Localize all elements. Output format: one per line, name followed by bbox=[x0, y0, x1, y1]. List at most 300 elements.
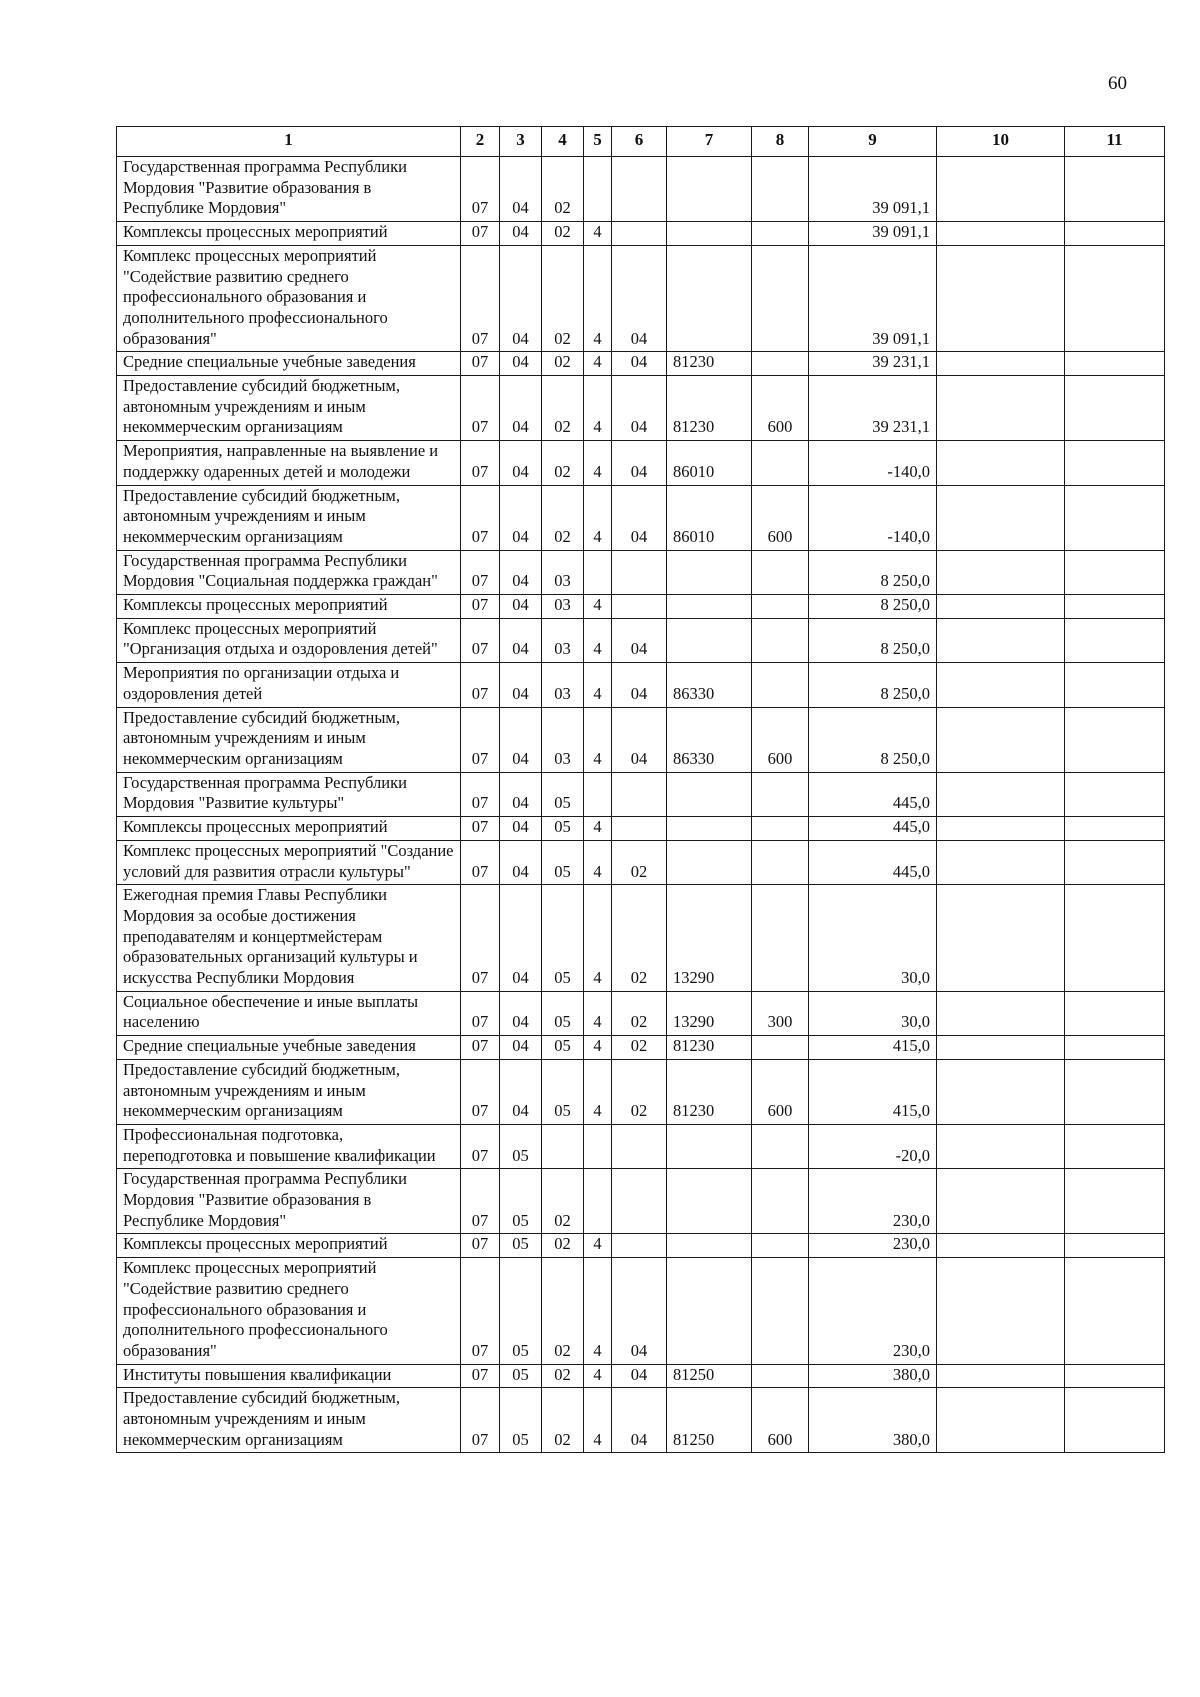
table-row bbox=[117, 1234, 1165, 1258]
complex-code-cell: 04 bbox=[612, 1258, 667, 1365]
row-name-cell: Предоставление субсидий бюджетным, автономным учреждениям и иным некоммерческим организациям bbox=[117, 707, 461, 772]
expense-type-cell bbox=[752, 817, 809, 841]
row-name-cell: Средние специальные учебные заведения bbox=[117, 352, 461, 376]
table-row bbox=[117, 618, 1165, 662]
section-code-cell: 07 bbox=[461, 485, 500, 550]
program-code-cell: 03 bbox=[542, 595, 584, 619]
row-name-cell: Мероприятия по организации отдыха и оздоровления детей bbox=[117, 663, 461, 707]
amount-cell: 445,0 bbox=[809, 840, 937, 884]
target-article-cell bbox=[667, 157, 752, 222]
complex-code-cell: 04 bbox=[612, 245, 667, 352]
complex-code-cell: 04 bbox=[612, 441, 667, 485]
row-name-cell: Государственная программа Республики Мордовия "Развитие образования в Республике Мордовия" bbox=[117, 1169, 461, 1234]
expense-type-cell bbox=[752, 595, 809, 619]
table-row bbox=[117, 441, 1165, 485]
program-code-cell: 02 bbox=[542, 441, 584, 485]
expense-type-cell: 600 bbox=[752, 707, 809, 772]
row-name-cell: Комплексы процессных мероприятий bbox=[117, 817, 461, 841]
table-row bbox=[117, 840, 1165, 884]
table-row bbox=[117, 157, 1165, 222]
row-name-cell: Предоставление субсидий бюджетным, автономным учреждениям и иным некоммерческим организациям bbox=[117, 1388, 461, 1453]
program-code-cell: 02 bbox=[542, 1234, 584, 1258]
amount-col10-cell bbox=[937, 663, 1065, 707]
program-code-cell: 05 bbox=[542, 1036, 584, 1060]
row-name-cell: Комплекс процессных мероприятий "Создание условий для развития отрасли культуры" bbox=[117, 840, 461, 884]
amount-col10-cell bbox=[937, 772, 1065, 816]
program-code-cell: 05 bbox=[542, 1059, 584, 1124]
amount-col10-cell bbox=[937, 618, 1065, 662]
section-code-cell: 07 bbox=[461, 817, 500, 841]
amount-col11-cell bbox=[1065, 352, 1165, 376]
amount-col11-cell bbox=[1065, 245, 1165, 352]
amount-col11-cell bbox=[1065, 663, 1165, 707]
section-code-cell: 07 bbox=[461, 352, 500, 376]
program-code-cell: 02 bbox=[542, 1388, 584, 1453]
row-name-cell: Ежегодная премия Главы Республики Мордовия за особые достижения преподавателям и концертмейстерам образовательных организаций культуры и искусства Республики Мордовия bbox=[117, 885, 461, 992]
table-row bbox=[117, 1258, 1165, 1365]
target-article-cell: 81250 bbox=[667, 1364, 752, 1388]
subsection-code-cell: 04 bbox=[500, 550, 542, 594]
expense-type-cell: 600 bbox=[752, 376, 809, 441]
table-row bbox=[117, 1388, 1165, 1453]
program-code-cell: 02 bbox=[542, 485, 584, 550]
target-article-cell: 81230 bbox=[667, 1059, 752, 1124]
subsection-code-cell: 04 bbox=[500, 840, 542, 884]
subprogram-code-cell: 4 bbox=[584, 376, 612, 441]
subsection-code-cell: 04 bbox=[500, 245, 542, 352]
subprogram-code-cell: 4 bbox=[584, 245, 612, 352]
amount-col11-cell bbox=[1065, 485, 1165, 550]
amount-col10-cell bbox=[937, 376, 1065, 441]
target-article-cell bbox=[667, 618, 752, 662]
subprogram-code-cell: 4 bbox=[584, 485, 612, 550]
program-code-cell: 02 bbox=[542, 352, 584, 376]
section-code-cell: 07 bbox=[461, 550, 500, 594]
table-row bbox=[117, 376, 1165, 441]
section-code-cell: 07 bbox=[461, 1388, 500, 1453]
subsection-code-cell: 05 bbox=[500, 1124, 542, 1168]
target-article-cell bbox=[667, 840, 752, 884]
expense-type-cell bbox=[752, 245, 809, 352]
amount-cell: 8 250,0 bbox=[809, 595, 937, 619]
table-row bbox=[117, 550, 1165, 594]
program-code-cell: 03 bbox=[542, 550, 584, 594]
section-code-cell: 07 bbox=[461, 1234, 500, 1258]
amount-col10-cell bbox=[937, 1036, 1065, 1060]
amount-cell: 8 250,0 bbox=[809, 707, 937, 772]
amount-col10-cell bbox=[937, 707, 1065, 772]
subsection-code-cell: 04 bbox=[500, 1036, 542, 1060]
section-code-cell: 07 bbox=[461, 376, 500, 441]
table-row bbox=[117, 1124, 1165, 1168]
column-header: 3 bbox=[500, 127, 542, 157]
expense-type-cell bbox=[752, 157, 809, 222]
amount-col11-cell bbox=[1065, 1388, 1165, 1453]
section-code-cell: 07 bbox=[461, 1169, 500, 1234]
program-code-cell: 05 bbox=[542, 885, 584, 992]
column-header: 5 bbox=[584, 127, 612, 157]
program-code-cell bbox=[542, 1124, 584, 1168]
complex-code-cell: 02 bbox=[612, 991, 667, 1035]
subprogram-code-cell: 4 bbox=[584, 1059, 612, 1124]
table-row bbox=[117, 1036, 1165, 1060]
target-article-cell: 13290 bbox=[667, 991, 752, 1035]
subprogram-code-cell: 4 bbox=[584, 222, 612, 246]
amount-col11-cell bbox=[1065, 1169, 1165, 1234]
amount-cell: 39 091,1 bbox=[809, 157, 937, 222]
subprogram-code-cell bbox=[584, 1124, 612, 1168]
amount-col11-cell bbox=[1065, 441, 1165, 485]
expense-type-cell bbox=[752, 663, 809, 707]
expense-type-cell bbox=[752, 1364, 809, 1388]
program-code-cell: 02 bbox=[542, 376, 584, 441]
complex-code-cell: 04 bbox=[612, 707, 667, 772]
amount-cell: 30,0 bbox=[809, 991, 937, 1035]
section-code-cell: 07 bbox=[461, 618, 500, 662]
target-article-cell bbox=[667, 1234, 752, 1258]
complex-code-cell bbox=[612, 1124, 667, 1168]
program-code-cell: 02 bbox=[542, 1258, 584, 1365]
section-code-cell: 07 bbox=[461, 1036, 500, 1060]
amount-col11-cell bbox=[1065, 1234, 1165, 1258]
row-name-cell: Комплекс процессных мероприятий "Содействие развитию среднего профессионального образования и дополнительного профессионального образования" bbox=[117, 245, 461, 352]
table-row bbox=[117, 1059, 1165, 1124]
complex-code-cell bbox=[612, 772, 667, 816]
target-article-cell: 86010 bbox=[667, 441, 752, 485]
subsection-code-cell: 05 bbox=[500, 1364, 542, 1388]
amount-col11-cell bbox=[1065, 772, 1165, 816]
table-row bbox=[117, 485, 1165, 550]
column-header: 2 bbox=[461, 127, 500, 157]
column-header: 10 bbox=[937, 127, 1065, 157]
amount-col10-cell bbox=[937, 991, 1065, 1035]
subprogram-code-cell: 4 bbox=[584, 618, 612, 662]
amount-col11-cell bbox=[1065, 1258, 1165, 1365]
subprogram-code-cell: 4 bbox=[584, 595, 612, 619]
amount-cell: 415,0 bbox=[809, 1036, 937, 1060]
amount-cell: 8 250,0 bbox=[809, 663, 937, 707]
table-row bbox=[117, 991, 1165, 1035]
subprogram-code-cell: 4 bbox=[584, 1364, 612, 1388]
page-number: 60 bbox=[1108, 73, 1127, 94]
section-code-cell: 07 bbox=[461, 772, 500, 816]
subprogram-code-cell bbox=[584, 772, 612, 816]
target-article-cell: 13290 bbox=[667, 885, 752, 992]
amount-col11-cell bbox=[1065, 1036, 1165, 1060]
amount-col11-cell bbox=[1065, 1059, 1165, 1124]
subsection-code-cell: 05 bbox=[500, 1234, 542, 1258]
row-name-cell: Комплекс процессных мероприятий "Содействие развитию среднего профессионального образования и дополнительного профессионального образования" bbox=[117, 1258, 461, 1365]
target-article-cell: 86010 bbox=[667, 485, 752, 550]
expense-type-cell: 600 bbox=[752, 1388, 809, 1453]
section-code-cell: 07 bbox=[461, 157, 500, 222]
amount-col11-cell bbox=[1065, 550, 1165, 594]
amount-cell: 230,0 bbox=[809, 1169, 937, 1234]
target-article-cell: 86330 bbox=[667, 663, 752, 707]
subprogram-code-cell: 4 bbox=[584, 885, 612, 992]
amount-col11-cell bbox=[1065, 707, 1165, 772]
row-name-cell: Предоставление субсидий бюджетным, автономным учреждениям и иным некоммерческим организациям bbox=[117, 1059, 461, 1124]
amount-col11-cell bbox=[1065, 1124, 1165, 1168]
budget-table bbox=[116, 126, 1165, 1453]
table-row bbox=[117, 885, 1165, 992]
header-row bbox=[117, 127, 1165, 157]
target-article-cell bbox=[667, 772, 752, 816]
amount-col10-cell bbox=[937, 485, 1065, 550]
expense-type-cell bbox=[752, 550, 809, 594]
target-article-cell bbox=[667, 245, 752, 352]
program-code-cell: 02 bbox=[542, 222, 584, 246]
expense-type-cell bbox=[752, 222, 809, 246]
amount-col10-cell bbox=[937, 1124, 1065, 1168]
subsection-code-cell: 04 bbox=[500, 352, 542, 376]
table-row bbox=[117, 817, 1165, 841]
subsection-code-cell: 04 bbox=[500, 991, 542, 1035]
expense-type-cell bbox=[752, 1258, 809, 1365]
program-code-cell: 02 bbox=[542, 1169, 584, 1234]
complex-code-cell: 04 bbox=[612, 1364, 667, 1388]
complex-code-cell: 04 bbox=[612, 376, 667, 441]
column-header: 8 bbox=[752, 127, 809, 157]
amount-cell: -140,0 bbox=[809, 485, 937, 550]
table-body bbox=[117, 157, 1165, 1453]
amount-cell: 380,0 bbox=[809, 1388, 937, 1453]
subsection-code-cell: 04 bbox=[500, 222, 542, 246]
complex-code-cell bbox=[612, 595, 667, 619]
amount-col10-cell bbox=[937, 550, 1065, 594]
amount-col11-cell bbox=[1065, 885, 1165, 992]
row-name-cell: Комплексы процессных мероприятий bbox=[117, 222, 461, 246]
complex-code-cell bbox=[612, 222, 667, 246]
expense-type-cell bbox=[752, 352, 809, 376]
column-header: 7 bbox=[667, 127, 752, 157]
subprogram-code-cell: 4 bbox=[584, 663, 612, 707]
amount-cell: 39 091,1 bbox=[809, 245, 937, 352]
amount-cell: 415,0 bbox=[809, 1059, 937, 1124]
target-article-cell: 81250 bbox=[667, 1388, 752, 1453]
section-code-cell: 07 bbox=[461, 1059, 500, 1124]
amount-col11-cell bbox=[1065, 595, 1165, 619]
section-code-cell: 07 bbox=[461, 707, 500, 772]
subprogram-code-cell: 4 bbox=[584, 441, 612, 485]
column-header: 6 bbox=[612, 127, 667, 157]
program-code-cell: 02 bbox=[542, 1364, 584, 1388]
target-article-cell bbox=[667, 222, 752, 246]
target-article-cell: 81230 bbox=[667, 352, 752, 376]
target-article-cell bbox=[667, 595, 752, 619]
amount-col10-cell bbox=[937, 840, 1065, 884]
complex-code-cell bbox=[612, 817, 667, 841]
section-code-cell: 07 bbox=[461, 441, 500, 485]
program-code-cell: 05 bbox=[542, 991, 584, 1035]
row-name-cell: Комплексы процессных мероприятий bbox=[117, 1234, 461, 1258]
subsection-code-cell: 04 bbox=[500, 595, 542, 619]
target-article-cell: 81230 bbox=[667, 376, 752, 441]
subsection-code-cell: 04 bbox=[500, 707, 542, 772]
program-code-cell: 03 bbox=[542, 663, 584, 707]
amount-cell: 445,0 bbox=[809, 772, 937, 816]
row-name-cell: Государственная программа Республики Мордовия "Развитие образования в Республике Мордовия" bbox=[117, 157, 461, 222]
subsection-code-cell: 04 bbox=[500, 772, 542, 816]
expense-type-cell bbox=[752, 1124, 809, 1168]
expense-type-cell: 600 bbox=[752, 1059, 809, 1124]
complex-code-cell: 02 bbox=[612, 1036, 667, 1060]
complex-code-cell bbox=[612, 157, 667, 222]
section-code-cell: 07 bbox=[461, 663, 500, 707]
target-article-cell: 86330 bbox=[667, 707, 752, 772]
program-code-cell: 05 bbox=[542, 840, 584, 884]
amount-cell: -20,0 bbox=[809, 1124, 937, 1168]
section-code-cell: 07 bbox=[461, 222, 500, 246]
amount-col10-cell bbox=[937, 441, 1065, 485]
amount-col10-cell bbox=[937, 595, 1065, 619]
subprogram-code-cell bbox=[584, 157, 612, 222]
program-code-cell: 05 bbox=[542, 817, 584, 841]
column-header: 4 bbox=[542, 127, 584, 157]
complex-code-cell: 02 bbox=[612, 1059, 667, 1124]
amount-cell: 445,0 bbox=[809, 817, 937, 841]
subsection-code-cell: 04 bbox=[500, 817, 542, 841]
expense-type-cell bbox=[752, 840, 809, 884]
amount-col10-cell bbox=[937, 1169, 1065, 1234]
subsection-code-cell: 05 bbox=[500, 1388, 542, 1453]
complex-code-cell: 04 bbox=[612, 485, 667, 550]
amount-cell: 8 250,0 bbox=[809, 550, 937, 594]
program-code-cell: 03 bbox=[542, 707, 584, 772]
amount-cell: 39 091,1 bbox=[809, 222, 937, 246]
amount-col10-cell bbox=[937, 222, 1065, 246]
target-article-cell bbox=[667, 1258, 752, 1365]
table-row bbox=[117, 1364, 1165, 1388]
table-row bbox=[117, 222, 1165, 246]
subsection-code-cell: 05 bbox=[500, 1169, 542, 1234]
expense-type-cell bbox=[752, 1169, 809, 1234]
table-row bbox=[117, 772, 1165, 816]
column-header: 9 bbox=[809, 127, 937, 157]
subsection-code-cell: 04 bbox=[500, 441, 542, 485]
section-code-cell: 07 bbox=[461, 1124, 500, 1168]
amount-col10-cell bbox=[937, 1059, 1065, 1124]
section-code-cell: 07 bbox=[461, 991, 500, 1035]
expense-type-cell bbox=[752, 885, 809, 992]
complex-code-cell: 04 bbox=[612, 352, 667, 376]
amount-cell: 230,0 bbox=[809, 1258, 937, 1365]
amount-col10-cell bbox=[937, 157, 1065, 222]
subprogram-code-cell: 4 bbox=[584, 1036, 612, 1060]
complex-code-cell: 04 bbox=[612, 618, 667, 662]
amount-col11-cell bbox=[1065, 991, 1165, 1035]
amount-cell: 30,0 bbox=[809, 885, 937, 992]
program-code-cell: 02 bbox=[542, 245, 584, 352]
amount-cell: 380,0 bbox=[809, 1364, 937, 1388]
subprogram-code-cell: 4 bbox=[584, 1234, 612, 1258]
expense-type-cell: 600 bbox=[752, 485, 809, 550]
subsection-code-cell: 04 bbox=[500, 885, 542, 992]
section-code-cell: 07 bbox=[461, 245, 500, 352]
amount-col11-cell bbox=[1065, 376, 1165, 441]
subprogram-code-cell bbox=[584, 550, 612, 594]
expense-type-cell bbox=[752, 1234, 809, 1258]
amount-col10-cell bbox=[937, 817, 1065, 841]
program-code-cell: 03 bbox=[542, 618, 584, 662]
amount-col10-cell bbox=[937, 245, 1065, 352]
expense-type-cell: 300 bbox=[752, 991, 809, 1035]
target-article-cell bbox=[667, 817, 752, 841]
section-code-cell: 07 bbox=[461, 840, 500, 884]
amount-col10-cell bbox=[937, 352, 1065, 376]
subprogram-code-cell bbox=[584, 1169, 612, 1234]
amount-col11-cell bbox=[1065, 157, 1165, 222]
row-name-cell: Профессиональная подготовка, переподготовка и повышение квалификации bbox=[117, 1124, 461, 1168]
amount-col10-cell bbox=[937, 1388, 1065, 1453]
program-code-cell: 05 bbox=[542, 772, 584, 816]
subprogram-code-cell: 4 bbox=[584, 1258, 612, 1365]
table-row bbox=[117, 245, 1165, 352]
target-article-cell bbox=[667, 550, 752, 594]
subprogram-code-cell: 4 bbox=[584, 817, 612, 841]
target-article-cell bbox=[667, 1124, 752, 1168]
amount-col10-cell bbox=[937, 1234, 1065, 1258]
amount-col11-cell bbox=[1065, 618, 1165, 662]
expense-type-cell bbox=[752, 618, 809, 662]
table-row bbox=[117, 707, 1165, 772]
section-code-cell: 07 bbox=[461, 1258, 500, 1365]
amount-col11-cell bbox=[1065, 840, 1165, 884]
subsection-code-cell: 04 bbox=[500, 485, 542, 550]
target-article-cell bbox=[667, 1169, 752, 1234]
amount-cell: -140,0 bbox=[809, 441, 937, 485]
complex-code-cell: 04 bbox=[612, 1388, 667, 1453]
row-name-cell: Комплексы процессных мероприятий bbox=[117, 595, 461, 619]
target-article-cell: 81230 bbox=[667, 1036, 752, 1060]
section-code-cell: 07 bbox=[461, 1364, 500, 1388]
table-row bbox=[117, 352, 1165, 376]
complex-code-cell bbox=[612, 550, 667, 594]
amount-col11-cell bbox=[1065, 1364, 1165, 1388]
amount-col10-cell bbox=[937, 1364, 1065, 1388]
subsection-code-cell: 04 bbox=[500, 157, 542, 222]
subprogram-code-cell: 4 bbox=[584, 840, 612, 884]
complex-code-cell bbox=[612, 1234, 667, 1258]
subprogram-code-cell: 4 bbox=[584, 991, 612, 1035]
amount-col10-cell bbox=[937, 1258, 1065, 1365]
subprogram-code-cell: 4 bbox=[584, 352, 612, 376]
amount-cell: 8 250,0 bbox=[809, 618, 937, 662]
amount-cell: 39 231,1 bbox=[809, 352, 937, 376]
complex-code-cell: 02 bbox=[612, 840, 667, 884]
row-name-cell: Предоставление субсидий бюджетным, автономным учреждениям и иным некоммерческим организациям bbox=[117, 485, 461, 550]
complex-code-cell bbox=[612, 1169, 667, 1234]
subsection-code-cell: 04 bbox=[500, 376, 542, 441]
row-name-cell: Социальное обеспечение и иные выплаты населению bbox=[117, 991, 461, 1035]
column-header: 1 bbox=[117, 127, 461, 157]
amount-cell: 39 231,1 bbox=[809, 376, 937, 441]
section-code-cell: 07 bbox=[461, 595, 500, 619]
expense-type-cell bbox=[752, 1036, 809, 1060]
subprogram-code-cell: 4 bbox=[584, 1388, 612, 1453]
program-code-cell: 02 bbox=[542, 157, 584, 222]
subsection-code-cell: 05 bbox=[500, 1258, 542, 1365]
subsection-code-cell: 04 bbox=[500, 618, 542, 662]
amount-col11-cell bbox=[1065, 222, 1165, 246]
row-name-cell: Государственная программа Республики Мордовия "Социальная поддержка граждан" bbox=[117, 550, 461, 594]
complex-code-cell: 02 bbox=[612, 885, 667, 992]
table-row bbox=[117, 663, 1165, 707]
row-name-cell: Средние специальные учебные заведения bbox=[117, 1036, 461, 1060]
complex-code-cell: 04 bbox=[612, 663, 667, 707]
row-name-cell: Комплекс процессных мероприятий "Организация отдыха и оздоровления детей" bbox=[117, 618, 461, 662]
row-name-cell: Государственная программа Республики Мордовия "Развитие культуры" bbox=[117, 772, 461, 816]
